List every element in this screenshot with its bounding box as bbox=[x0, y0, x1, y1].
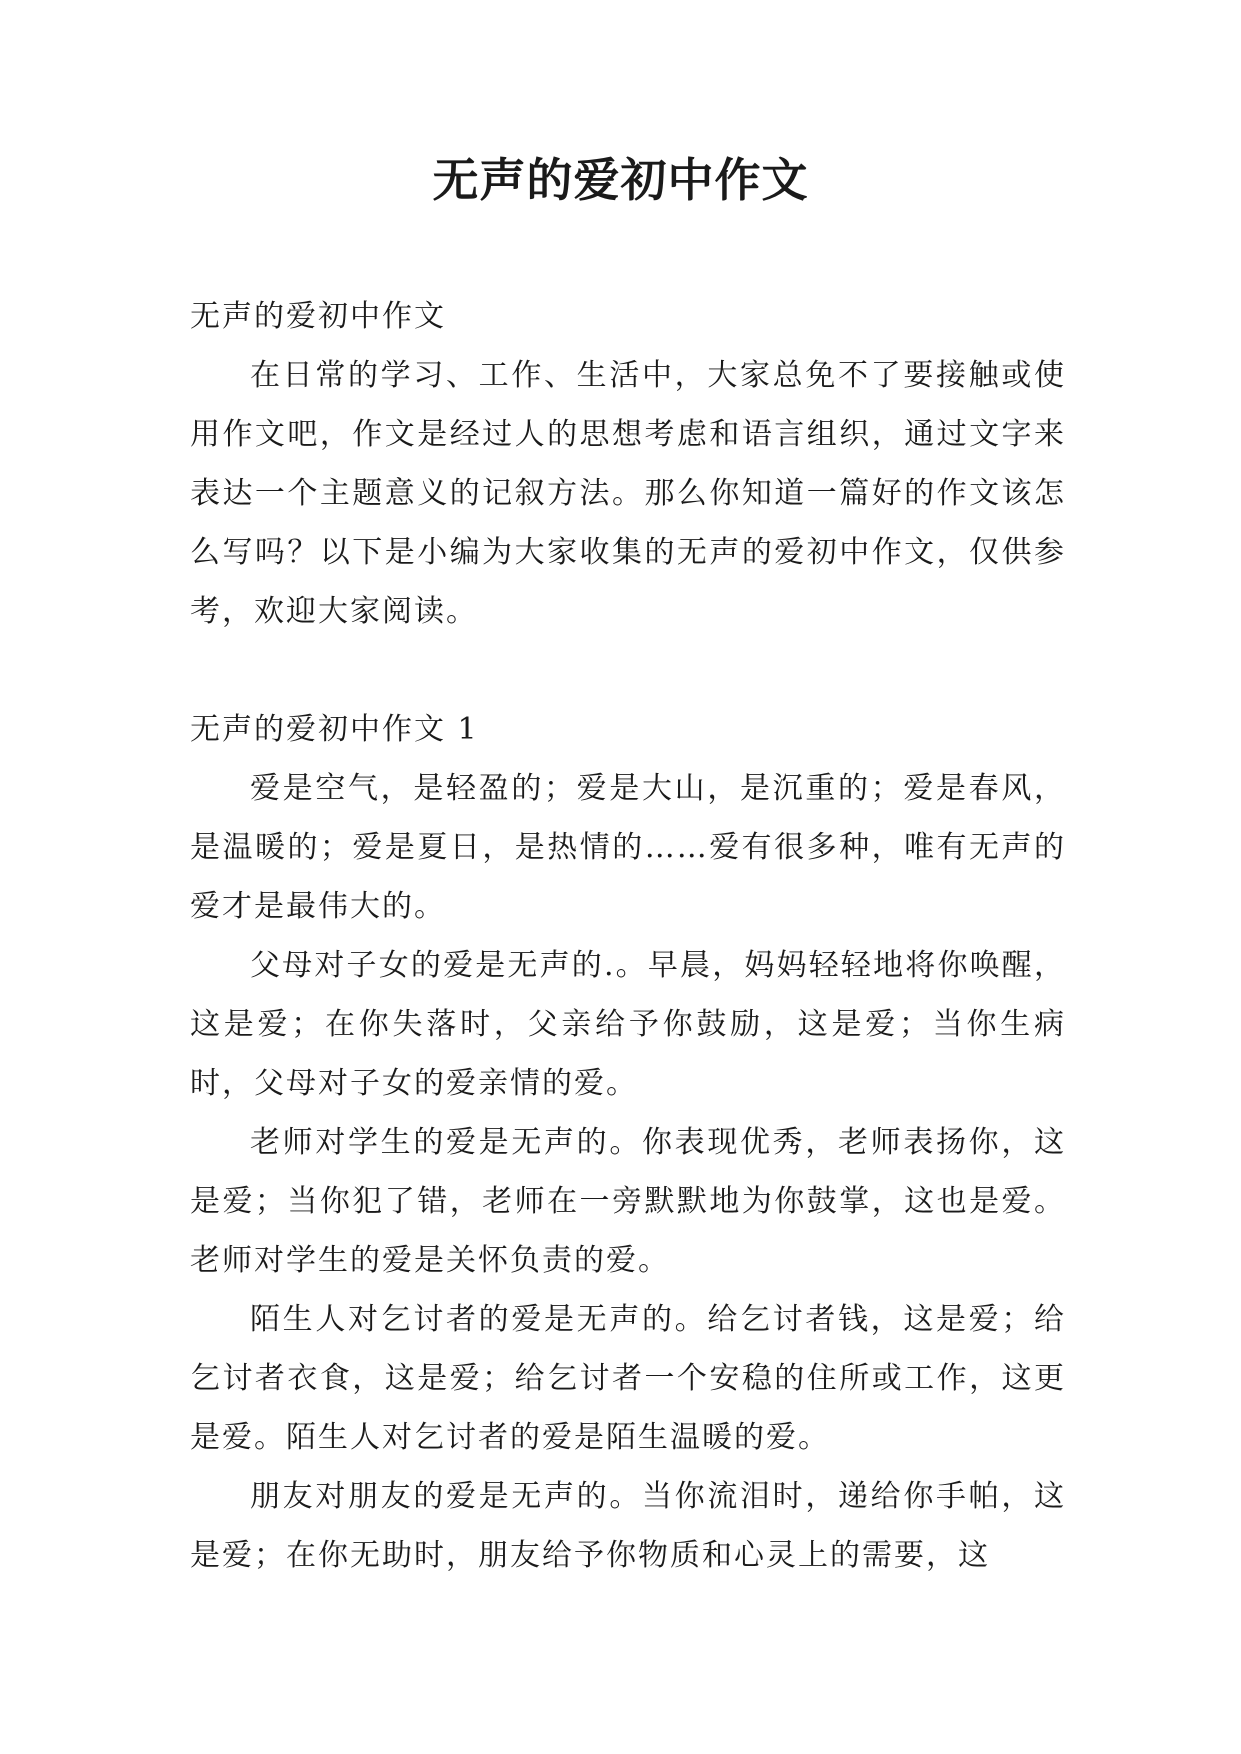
essay-1-paragraph-3: 老师对学生的爱是无声的。你表现优秀，老师表扬你，这是爱；当你犯了错，老师在一旁默默地为你鼓掌，这也是爱。老师对学生的爱是关怀负责的爱。 bbox=[190, 1125, 1066, 1278]
intro-heading: 无声的爱初中作文 bbox=[190, 299, 446, 334]
section-spacer bbox=[190, 641, 1066, 700]
essay-1-paragraph-2: 父母对子女的爱是无声的.。早晨，妈妈轻轻地将你唤醒，这是爱；在你失落时，父亲给予你鼓励，这是爱；当你生病时，父母对子女的爱亲情的爱。 bbox=[190, 948, 1066, 1101]
essay-1-paragraph-5: 朋友对朋友的爱是无声的。当你流泪时，递给你手帕，这是爱；在你无助时，朋友给予你物质和心灵上的需要，这 bbox=[190, 1479, 1066, 1573]
essay-1-paragraph-4: 陌生人对乞讨者的爱是无声的。给乞讨者钱，这是爱；给乞讨者衣食，这是爱；给乞讨者一个安稳的住所或工作，这更是爱。陌生人对乞讨者的爱是陌生温暖的爱。 bbox=[190, 1302, 1066, 1455]
document-body bbox=[190, 287, 1066, 1585]
intro-paragraph: 在日常的学习、工作、生活中，大家总免不了要接触或使用作文吧，作文是经过人的思想考虑和语言组织，通过文字来表达一个主题意义的记叙方法。那么你知道一篇好的作文该怎么写吗？以下是小编为大家收集的无声的爱初中作文，仅供参考，欢迎大家阅读。 bbox=[190, 358, 1066, 629]
essay-1-heading: 无声的爱初中作文 1 bbox=[190, 712, 479, 747]
essay-1-paragraph-1: 爱是空气，是轻盈的；爱是大山，是沉重的；爱是春风，是温暖的；爱是夏日，是热情的……爱有很多种，唯有无声的爱才是最伟大的。 bbox=[190, 771, 1066, 924]
document-title: 无声的爱初中作文 bbox=[432, 153, 809, 207]
